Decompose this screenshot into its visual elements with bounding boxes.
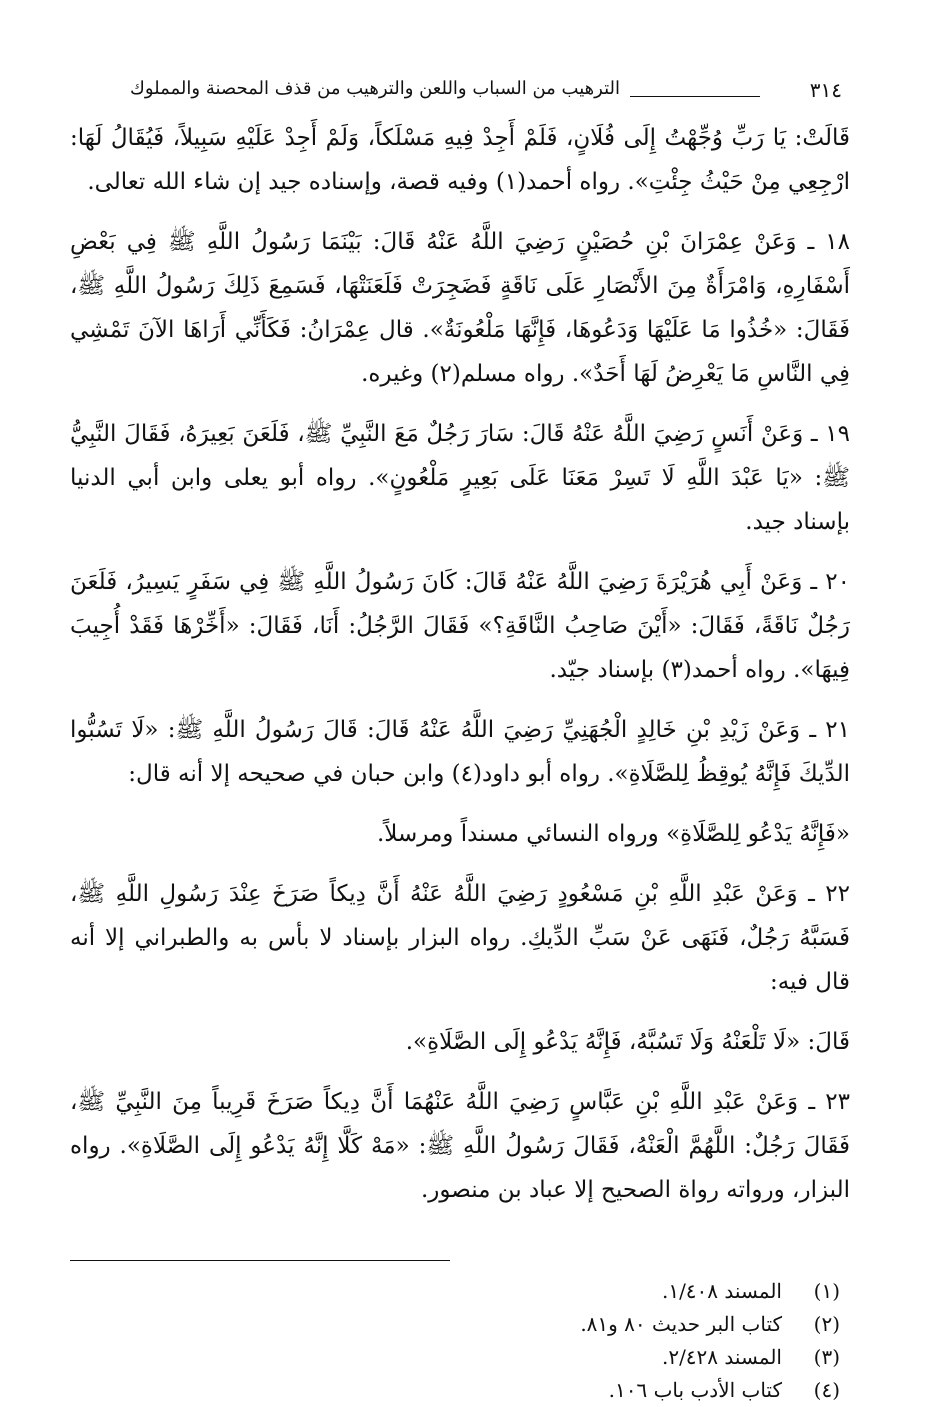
footnote-item — [70, 1308, 840, 1341]
hadith-23: ٢٣ ـ وَعَنْ عَبْدِ اللَّهِ بْنِ عَبَّاسٍ رَضِيَ اللَّهُ عَنْهُمَا أَنَّ دِيكاً صَرَخَ قَرِيباً مِنَ النَّبِيِّ ﷺ، فَقَالَ رَجُلٌ: اللَّهُمَّ الْعَنْهُ، فَقَالَ رَسُولُ اللَّهِ ﷺ: «مَهْ كَلَّا إِنَّهُ يَدْعُو إِلَى الصَّلَاةِ». رواه البزار، ورواته رواة الصحيح إلا عباد بن منصور. — [70, 1089, 850, 1203]
footnote-number: (١) — [813, 1279, 840, 1303]
hadith-22-variant: قَالَ: «لَا تَلْعَنْهُ وَلَا تَسُبَّهُ، فَإِنَّهُ يَدْعُو إِلَى الصَّلَاةِ». — [405, 1029, 850, 1055]
page-number: ٣١٤ — [809, 78, 842, 102]
footnotes — [70, 1275, 850, 1407]
footnote-number: (٢) — [813, 1312, 840, 1336]
footnote-item — [70, 1341, 840, 1374]
footnote-item — [70, 1275, 840, 1308]
footnote-text: كتاب الأدب باب ١٠٦. — [608, 1378, 782, 1402]
footnote-item — [70, 1374, 840, 1407]
book-page — [70, 70, 850, 1407]
hadith-22: ٢٢ ـ وَعَنْ عَبْدِ اللَّهِ بْنِ مَسْعُودٍ رَضِيَ اللَّهُ عَنْهُ أَنَّ دِيكاً صَرَخَ عِنْدَ رَسُولِ اللَّهِ ﷺ، فَسَبَّهُ رَجُلٌ، فَنَهَى عَنْ سَبِّ الدِّيكِ. رواه البزار بإسناد لا بأس به والطبراني إلا أنه قال فيه: — [70, 881, 850, 995]
footnote-text: المسند ٢/٤٢٨. — [661, 1345, 782, 1369]
hadith-21-variant: «فَإِنَّهُ يَدْعُو لِلصَّلَاةِ» ورواه النسائي مسنداً ومرسلاً. — [376, 821, 850, 847]
paragraph-continuation: قَالَتْ: يَا رَبِّ وُجِّهْتُ إِلَى فُلَانٍ، فَلَمْ أَجِدْ فِيهِ مَسْلَكاً، وَلَمْ أَجِدْ عَلَيْهِ سَبِيلاً، فَيُقَالُ لَهَا: ارْجِعِي مِنْ حَيْثُ جِئْتِ». رواه أحمد(١) وفيه قصة، وإسناده جيد إن شاء الله تعالى. — [70, 125, 850, 195]
footnote-text: كتاب البر حديث ٨٠ و٨١. — [580, 1312, 782, 1336]
hadith-20: ٢٠ ـ وَعَنْ أَبِي هُرَيْرَةَ رَضِيَ اللَّهُ عَنْهُ قَالَ: كَانَ رَسُولُ اللَّهِ ﷺ فِي سَفَرٍ يَسِيرُ، فَلَعَنَ رَجُلٌ نَاقَةً، فَقَالَ: «أَيْنَ صَاحِبُ النَّاقَةِ؟» فَقَالَ الرَّجُلُ: أَنَا، فَقَالَ: «أَخِّرْهَا فَقَدْ أُجِيبَ فِيهَا». رواه أحمد(٣) بإسناد جيّد. — [70, 569, 850, 683]
hadith-19: ١٩ ـ وَعَنْ أَنَسٍ رَضِيَ اللَّهُ عَنْهُ قَالَ: سَارَ رَجُلٌ مَعَ النَّبِيِّ ﷺ، فَلَعَنَ بَعِيرَهُ، فَقَالَ النَّبِيُّ ﷺ: «يَا عَبْدَ اللَّهِ لَا تَسِرْ مَعَنَا عَلَى بَعِيرٍ مَلْعُونٍ». رواه أبو يعلى وابن أبي الدنيا بإسناد جيد. — [70, 421, 850, 535]
footnote-number: (٣) — [813, 1345, 840, 1369]
main-text — [70, 116, 850, 1212]
header-rule — [630, 96, 760, 97]
footnote-separator — [70, 1260, 450, 1261]
hadith-21: ٢١ ـ وَعَنْ زَيْدِ بْنِ خَالِدٍ الْجُهَنِيِّ رَضِيَ اللَّهُ عَنْهُ قَالَ: قَالَ رَسُولُ اللَّهِ ﷺ: «لَا تَسُبُّوا الدِّيكَ فَإِنَّهُ يُوقِظُ لِلصَّلَاةِ». رواه أبو داود(٤) وابن حبان في صحيحه إلا أنه قال: — [70, 717, 850, 787]
running-title: الترهيب من السباب واللعن والترهيب من قذف المحصنة والمملوك — [130, 78, 620, 99]
footnote-text: المسند ١/٤٠٨. — [661, 1279, 782, 1303]
hadith-18: ١٨ ـ وَعَنْ عِمْرَانَ بْنِ حُصَيْنٍ رَضِيَ اللَّهُ عَنْهُ قَالَ: بَيْنَمَا رَسُولُ اللَّهِ ﷺ فِي بَعْضِ أَسْفَارِهِ، وَامْرَأَةٌ مِنَ الأَنْصَارِ عَلَى نَاقَةٍ فَضَجِرَتْ فَلَعَنَتْهَا، فَسَمِعَ ذَلِكَ رَسُولُ اللَّهِ ﷺ، فَقَالَ: «خُذُوا مَا عَلَيْهَا وَدَعُوهَا، فَإِنَّهَا مَلْعُونَةٌ». قال عِمْرَانُ: فَكَأَنِّي أَرَاهَا الآنَ تَمْشِي فِي النَّاسِ مَا يَعْرِضُ لَهَا أَحَدٌ». رواه مسلم(٢) وغيره. — [70, 229, 850, 387]
running-header — [70, 70, 850, 110]
footnote-number: (٤) — [813, 1378, 840, 1402]
